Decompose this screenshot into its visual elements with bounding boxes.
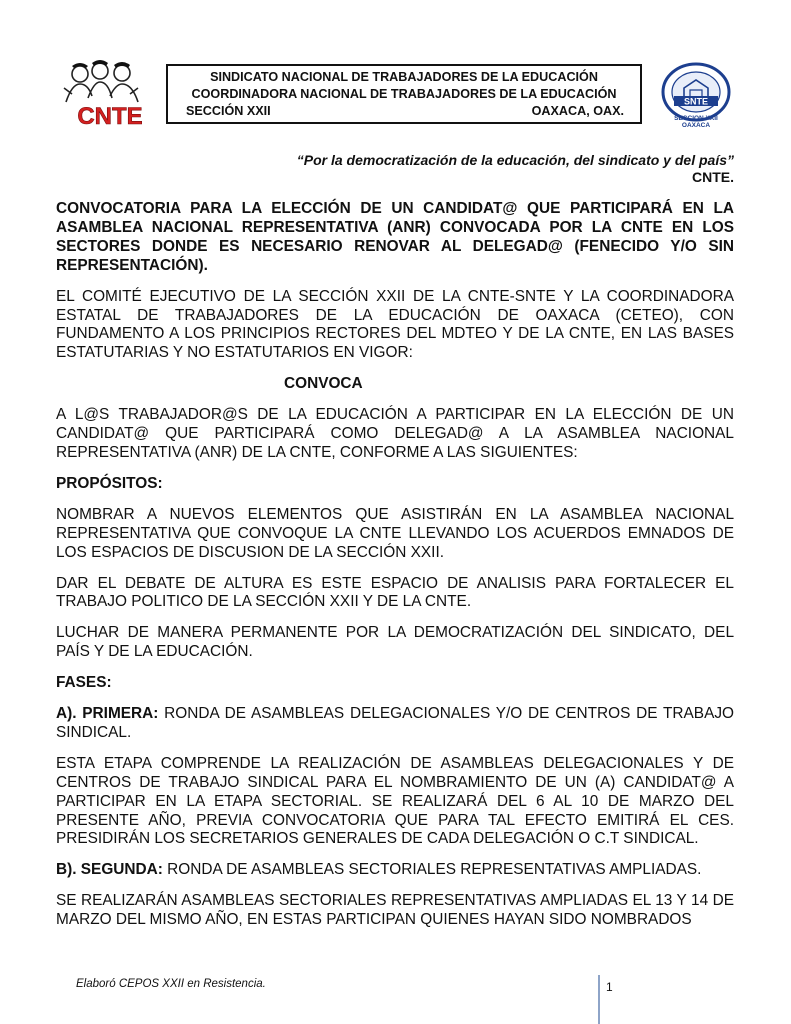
proposito-item: LUCHAR DE MANERA PERMANENTE POR LA DEMOCRATIZACIÓN DEL SINDICATO, DEL PAÍS Y DE LA EDUCACIÓN. <box>56 624 734 661</box>
document-title: CONVOCATORIA PARA LA ELECCIÓN DE UN CANDIDAT@ QUE PARTICIPARÁ EN LA ASAMBLEA NACIONAL REPRESENTATIVA (ANR) CONVOCADA POR LA CNTE EN LOS SECTORES DONDE ES NECESARIO RENOVAR AL DELEGAD@ (FENECIDO Y/O SIN REPRESENTACIÓN). <box>56 200 734 274</box>
proposito-item: NOMBRAR A NUEVOS ELEMENTOS QUE ASISTIRÁN EN LA ASAMBLEA NACIONAL REPRESENTATIVA QUE CONVOQUE LA CNTE LLEVANDO LOS ACUERDOS EMNADOS DE LOS ESPACIOS DE DISCUSION DE LA SECCIÓN XXII. <box>56 505 734 561</box>
page-number: 1 <box>606 980 613 994</box>
svg-text:CNTE: CNTE <box>77 103 143 128</box>
fase-a-body: ESTA ETAPA COMPRENDE LA REALIZACIÓN DE ASAMBLEAS DELEGACIONALES Y DE CENTROS DE TRABAJO SINDICAL PARA EL NOMBRAMIENTO DE UN (A) CANDIDAT@ A PARTICIPAR EN LA ETAPA SECTORIAL. SE REALIZARÁ DEL 6 AL 10 DE MARZO DEL PRESENTE AÑO, PREVIA CONVOCATORIA QUE PARA TAL EFECTO EMITIRÁ EL CES. PRESIDIRÁN LOS SECRETARIOS GENERALES DE CADA DELEGACIÓN O C.T SINDICAL. <box>56 754 734 848</box>
svg-text:SECCION XXII: SECCION XXII <box>674 115 718 122</box>
motto-signature: CNTE. <box>692 169 734 185</box>
fase-a-label: A). PRIMERA: <box>56 705 159 723</box>
fase-a-name: RONDA DE ASAMBLEAS DELEGACIONALES Y/O DE CENTROS DE TRABAJO SINDICAL. <box>56 705 735 741</box>
header-box <box>166 64 642 124</box>
document-body <box>56 200 734 942</box>
intro-paragraph: EL COMITÉ EJECUTIVO DE LA SECCIÓN XXII DE LA CNTE-SNTE Y LA COORDINADORA ESTATAL DE TRABAJADORES DE LA EDUCACIÓN DE OAXACA (CETEO), CON FUNDAMENTO A LOS PRINCIPIOS RECTORES DEL MDTEO Y DE LA CNTE, EN LAS BASES ESTATUTARIAS Y NO ESTATUTARIOS EN VIGOR: <box>56 287 734 362</box>
header-line-3 <box>178 103 630 120</box>
snte-seal-logo <box>656 62 736 128</box>
motto-text: “Por la democratización de la educación, del sindicato y del país” <box>296 152 734 168</box>
propositos-heading: PROPÓSITOS: <box>56 474 163 492</box>
convoca-paragraph: A L@S TRABAJADOR@S DE LA EDUCACIÓN A PARTICIPAR EN LA ELECCIÓN DE UN CANDIDAT@ QUE PARTICIPARÁ COMO DELEGAD@ A LA ASAMBLEA NACIONAL REPRESENTATIVA (ANR) DE LA CNTE, CONFORME A LAS SIGUIENTES: <box>56 406 734 461</box>
convoca-heading: CONVOCA <box>284 375 363 393</box>
svg-text:SNTE: SNTE <box>683 96 709 107</box>
svg-text:OAXACA: OAXACA <box>681 122 711 128</box>
fases-heading: FASES: <box>56 674 112 692</box>
footer-divider <box>598 975 600 1024</box>
footer-credit: Elaboró CEPOS XXII en Resistencia. <box>76 978 266 990</box>
header-line-2: COORDINADORA NACIONAL DE TRABAJADORES DE LA EDUCACIÓN <box>191 87 617 101</box>
cnte-logo <box>60 58 158 128</box>
header-section: SECCIÓN XXII <box>186 104 271 118</box>
proposito-item: DAR EL DEBATE DE ALTURA ES ESTE ESPACIO DE ANALISIS PARA FORTALECER EL TRABAJO POLITICO DE LA SECCIÓN XXII Y DE LA CNTE. <box>56 574 734 611</box>
motto-quote <box>297 152 734 186</box>
fase-b-title <box>56 861 734 880</box>
header-location: OAXACA, OAX. <box>531 104 624 118</box>
header-line-1: SINDICATO NACIONAL DE TRABAJADORES DE LA EDUCACIÓN <box>210 70 598 84</box>
fase-a-title <box>56 705 734 743</box>
fase-b-body: SE REALIZARÁN ASAMBLEAS SECTORIALES REPRESENTATIVAS AMPLIADAS EL 13 Y 14 DE MARZO DEL MISMO AÑO, EN ESTAS PARTICIPAN QUIENES HAYAN SIDO NOMBRADOS <box>56 892 734 929</box>
fase-b-name: RONDA DE ASAMBLEAS SECTORIALES REPRESENTATIVAS AMPLIADAS. <box>162 861 702 879</box>
fase-b-label: B). SEGUNDA: <box>56 861 163 879</box>
